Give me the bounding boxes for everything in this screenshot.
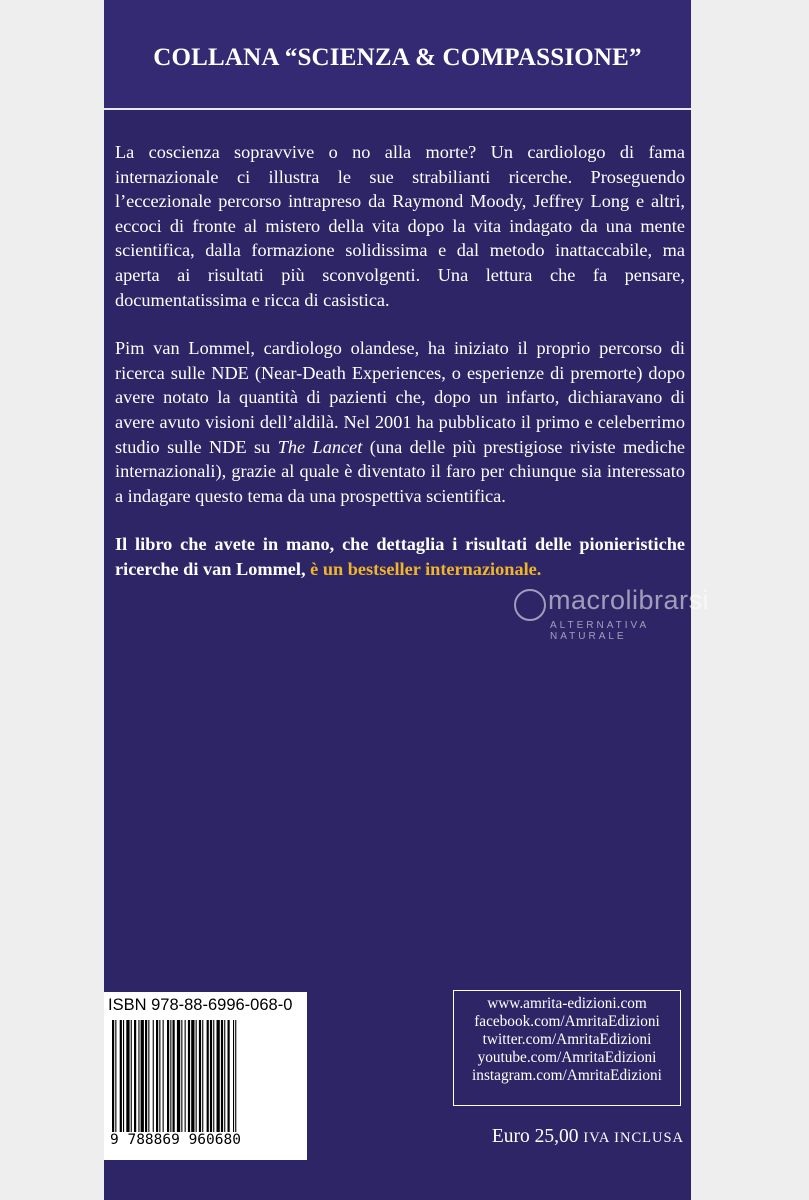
- book-back-cover: [104, 0, 710, 1200]
- publisher-links: [453, 990, 681, 1106]
- price: [450, 1126, 684, 1148]
- watermark: [504, 585, 710, 645]
- facebook-link[interactable]: facebook.com/AmritaEdizioni: [474, 1013, 660, 1030]
- watermark-tagline: ALTERNATIVA NATURALE: [550, 620, 649, 642]
- blurb-paragraph-2-end: (una delle più prestigiose riviste mediche internazionali), grazie al quale è diventato il faro per chiunque sia interessato a indagare questo tema da una prospettiva scientifica.: [115, 436, 685, 506]
- blurb: [115, 140, 685, 606]
- youtube-link[interactable]: youtube.com/AmritaEdizioni: [477, 1049, 657, 1066]
- barcode-digits: 9 788869 960680: [110, 1132, 241, 1148]
- price-amount: Euro 25,00: [491, 1126, 579, 1147]
- bestseller-highlight: è un bestseller internazionale.: [310, 558, 542, 579]
- blurb-closing: [115, 532, 685, 581]
- twitter-link[interactable]: twitter.com/AmritaEdizioni: [482, 1031, 652, 1048]
- watermark-brand: macrolibrarsi: [548, 585, 710, 615]
- blurb-paragraph-2: [115, 336, 685, 508]
- blurb-paragraph-2-start: Pim van Lommel, cardiologo olandese, ha iniziato il proprio percorso di ricerca sulle NDE (Near-Death Experiences, o esperienze di premorte) dopo avere notato la quantità di pazienti che, dopo un infarto, dichiaravano di avere avuto visioni dell’aldilà. Nel 2001 ha pubblicato il primo e celeberrimo studio sulle NDE su: [115, 338, 685, 457]
- isbn-number: ISBN 978-88-6996-068-0: [108, 996, 293, 1014]
- blurb-paragraph-1: La coscienza sopravvive o no alla morte? Un cardiologo di fama internazionale ci illustra le sue strabilianti ricerche. Proseguendo l’eccezionale percorso intrapreso da Raymond Moody, Jeffrey Long e altri, eccoci di fronte al mistero della vita dopo la vita indagato da una mente scientifica, dalla formazione solidissima e dal metodo inattaccabile, ma aperta ai risultati più sconvolgenti. Una lettura che fa pensare, documentatissima e ricca di casistica.: [115, 142, 685, 310]
- closing-text: Il libro che avete in mano, che dettaglia i risultati delle pionieristiche ricerche di van Lommel,: [115, 534, 685, 579]
- barcode-panel: [104, 992, 307, 1160]
- series-title: COLLANA “SCIENZA & COMPASSIONE”: [153, 44, 642, 71]
- barcode-icon: [110, 1020, 302, 1132]
- watermark-logo-icon: [514, 589, 546, 621]
- journal-name: The Lancet: [277, 436, 363, 457]
- instagram-link[interactable]: instagram.com/AmritaEdizioni: [472, 1067, 662, 1084]
- links-list: [454, 995, 680, 1085]
- series-header: [104, 0, 691, 110]
- website-link[interactable]: www.amrita-edizioni.com: [487, 995, 647, 1012]
- price-suffix: IVA INCLUSA: [583, 1130, 684, 1146]
